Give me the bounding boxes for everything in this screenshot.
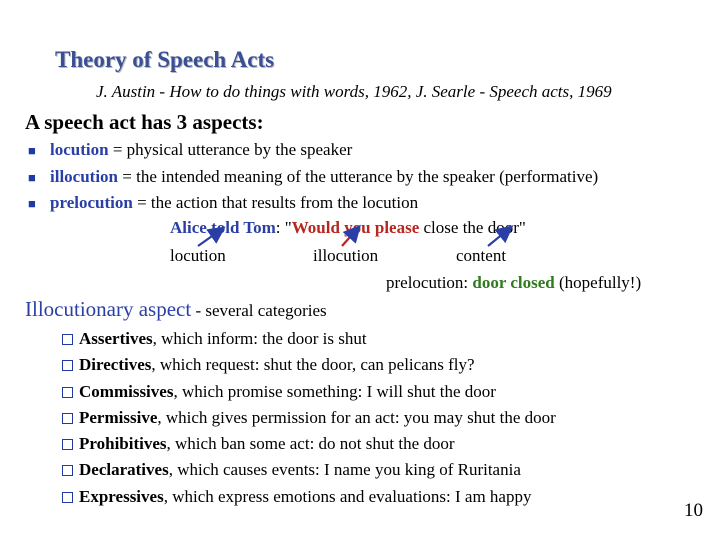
label-locution: locution <box>170 246 226 265</box>
category-text: , which ban some act: do not shut the door <box>166 434 455 453</box>
checkbox-square-icon <box>62 439 73 450</box>
illocution-arrow <box>342 228 358 246</box>
category-text: , which causes events: I name you king of Ruritania <box>168 460 521 479</box>
category-item <box>62 355 475 375</box>
category-term: Commissives <box>79 382 174 401</box>
example-rest: close the door" <box>419 218 526 237</box>
bullet-text: = physical utterance by the speaker <box>108 140 353 159</box>
label-illocution: illocution <box>313 246 379 265</box>
illocutionary-title: Illocutionary aspect <box>25 297 192 321</box>
slide-title: Theory of Speech Acts <box>55 47 275 72</box>
example-speaker: Alice told Tom <box>170 218 276 237</box>
category-item <box>62 382 496 402</box>
category-text: , which inform: the door is shut <box>152 329 367 348</box>
category-text: , which gives permission for an act: you may shut the door <box>157 408 556 427</box>
example-punct: : " <box>275 218 292 237</box>
checkbox-square-icon <box>62 413 73 424</box>
slide-subtitle: J. Austin - How to do things with words, 1962, J. Searle - Speech acts, 1969 <box>96 82 612 101</box>
square-bullet-icon: ■ <box>28 143 36 158</box>
checkbox-square-icon <box>62 465 73 476</box>
category-item <box>62 487 531 507</box>
illocutionary-heading <box>25 297 327 322</box>
locution-arrow <box>198 229 222 246</box>
bullet-term: prelocution <box>50 193 133 212</box>
checkbox-square-icon <box>62 360 73 371</box>
checkbox-square-icon <box>62 334 73 345</box>
label-content: content <box>456 246 507 265</box>
bullet-term: locution <box>50 140 109 159</box>
category-item <box>62 329 367 349</box>
category-term: Assertives <box>79 329 153 348</box>
aspects-heading: A speech act has 3 aspects: <box>25 110 264 134</box>
example-request: Would you please <box>291 218 420 237</box>
category-term: Directives <box>79 355 152 374</box>
category-term: Prohibitives <box>79 434 167 453</box>
content-arrow <box>488 228 510 246</box>
checkbox-square-icon <box>62 387 73 398</box>
prelocution-label: prelocution: <box>386 273 473 292</box>
prelocution-value: door closed <box>472 273 555 292</box>
prelocution-note: (hopefully!) <box>554 273 642 292</box>
checkbox-square-icon <box>62 492 73 503</box>
bullet-text: = the action that results from the locution <box>132 193 419 212</box>
category-item <box>62 460 521 480</box>
illocutionary-suffix: - several categories <box>191 301 327 320</box>
category-term: Declaratives <box>79 460 169 479</box>
square-bullet-icon: ■ <box>28 196 36 211</box>
category-term: Expressives <box>79 487 164 506</box>
category-item <box>62 408 556 428</box>
square-bullet-icon: ■ <box>28 170 36 185</box>
page-number: 10 <box>684 500 703 521</box>
category-item <box>62 434 455 454</box>
category-term: Permissive <box>79 408 158 427</box>
category-text: , which express emotions and evaluations: I am happy <box>163 487 532 506</box>
bullet-text: = the intended meaning of the utterance by the speaker (performative) <box>118 167 599 186</box>
category-text: , which request: shut the door, can pelicans fly? <box>151 355 475 374</box>
bullet-term: illocution <box>50 167 119 186</box>
category-text: , which promise something: I will shut the door <box>173 382 496 401</box>
